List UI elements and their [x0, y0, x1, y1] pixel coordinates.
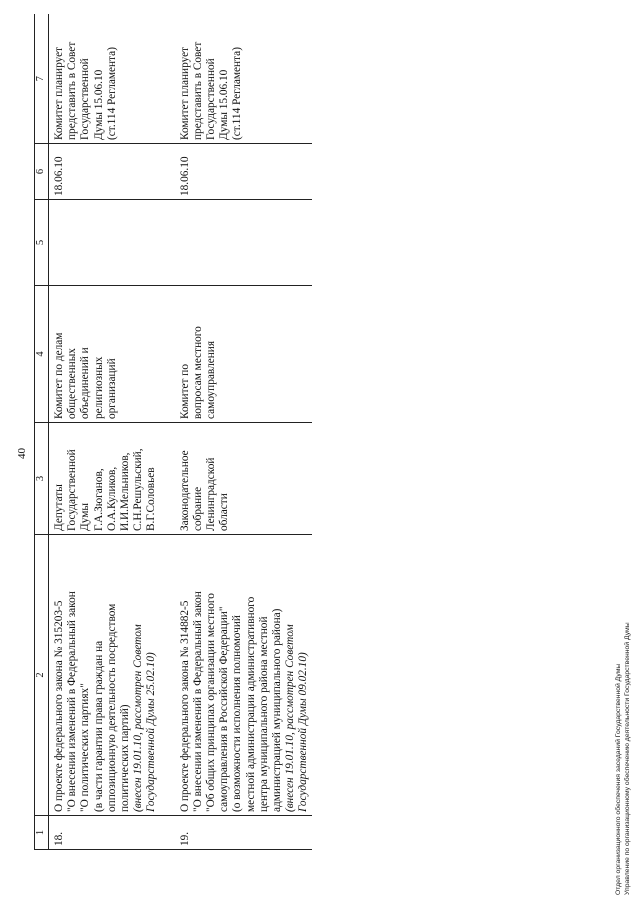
bill-note: [284, 538, 310, 812]
committee: [53, 289, 119, 419]
text-line: Государственной: [205, 58, 218, 140]
text-line: Ленинградской: [205, 457, 218, 531]
text-line: (ст.114 Регламента): [105, 47, 118, 140]
row-number: 19.: [173, 816, 312, 850]
column-header: 2: [35, 535, 49, 816]
column-header: 6: [35, 144, 49, 200]
bill-title: [53, 538, 132, 812]
decision-cell: [173, 15, 312, 144]
text-line: организаций: [105, 358, 118, 419]
decision: [179, 18, 245, 141]
text-line: самоуправления в Российской Федерации": [218, 606, 231, 812]
text-line: В.Г.Соловьев: [145, 467, 158, 531]
text-line: представить в Совет: [191, 41, 204, 140]
text-line: "Об общих принципах организации местного: [205, 593, 218, 812]
bill-title: [179, 538, 285, 812]
row-number: 18.: [49, 816, 173, 850]
table-row: [49, 15, 173, 850]
text-line: Государственной: [79, 58, 92, 140]
text-line: Комитет по делам: [53, 332, 65, 419]
table-header-row: [35, 15, 49, 850]
column-header: 1: [35, 816, 49, 850]
text-line: "О политических партиях": [79, 683, 92, 812]
text-line: Государственной Думы 25.02.10): [145, 652, 158, 812]
committee: [179, 289, 219, 419]
text-line: оппозиционную деятельность посредством: [105, 603, 118, 812]
text-line: центра муниципального района местной: [257, 616, 270, 812]
text-line: (в части гарантии права граждан на: [92, 640, 105, 812]
text-line: Думы 15.06.10: [92, 69, 105, 140]
decision-cell: [49, 15, 173, 144]
date-cell: 18.06.10: [49, 144, 173, 200]
text-line: общественных: [66, 348, 79, 419]
text-line: Комитет планирует: [53, 46, 65, 140]
text-line: (ст.114 Регламента): [231, 47, 244, 140]
text-line: Государственной: [66, 449, 79, 531]
text-line: объединений и: [79, 347, 92, 419]
text-line: Комитет по: [178, 363, 191, 419]
text-line: религиозных: [92, 356, 105, 419]
col5-cell: [49, 200, 173, 286]
text-line: самоуправления: [205, 340, 218, 419]
initiator: [179, 426, 232, 531]
footer-line: Управление по организационному обеспечению деятельности Государственной Думы: [623, 622, 631, 895]
text-line: Г.А.Зюганов,: [92, 468, 105, 531]
text-line: Депутаты: [53, 484, 65, 531]
text-line: О проекте федерального закона № 315203-5: [53, 600, 65, 812]
bills-table: [34, 15, 312, 851]
bill-cell: [49, 535, 173, 816]
footer: [615, 622, 632, 895]
text-line: области: [218, 493, 231, 531]
text-line: администрацией муниципального района): [271, 608, 284, 812]
text-line: Законодательное: [178, 450, 191, 531]
column-header: 5: [35, 200, 49, 286]
text-line: Думы: [79, 503, 92, 531]
decision: [53, 18, 119, 141]
initiator-cell: [49, 423, 173, 535]
initiator: [53, 426, 159, 531]
col5-cell: [173, 200, 312, 286]
text-line: вопросам местного: [191, 326, 204, 419]
bill-cell: [173, 535, 312, 816]
text-line: местной администрации административного: [244, 596, 257, 812]
text-line: Государственной Думы 09.02.10): [297, 652, 310, 812]
column-header: 4: [35, 286, 49, 423]
text-line: О проекте федерального закона № 314882-5: [178, 600, 191, 812]
text-line: С.Н.Решульский,: [132, 448, 145, 531]
text-line: О.А.Куликов,: [105, 466, 118, 531]
page-number: 40: [16, 448, 28, 459]
table-row: [173, 15, 312, 850]
text-line: Думы 15.06.10: [218, 69, 231, 140]
text-line: "О внесении изменений в Федеральный закон: [66, 591, 79, 812]
text-line: собрание: [191, 486, 204, 531]
column-header: 3: [35, 423, 49, 535]
committee-cell: [49, 286, 173, 423]
text-line: (внесен 19.01.10, рассмотрен Советом: [132, 624, 145, 812]
text-line: представить в Совет: [66, 41, 79, 140]
footer-line: Отдел организационного обеспечения заседаний Государственной Думы: [615, 663, 622, 895]
text-line: Комитет планирует: [178, 46, 191, 140]
initiator-cell: [173, 423, 312, 535]
text-line: И.И.Мельников,: [119, 452, 132, 531]
text-line: политических партий): [119, 704, 132, 812]
bill-note: [132, 538, 158, 812]
text-line: (о возможности исполнения полномочий: [231, 615, 244, 812]
text-line: "О внесении изменений в Федеральный закон: [191, 591, 204, 812]
text-line: (внесен 19.01.10, рассмотрен Советом: [284, 624, 297, 812]
column-header: 7: [35, 15, 49, 144]
committee-cell: [173, 286, 312, 423]
date-cell: 18.06.10: [173, 144, 312, 200]
